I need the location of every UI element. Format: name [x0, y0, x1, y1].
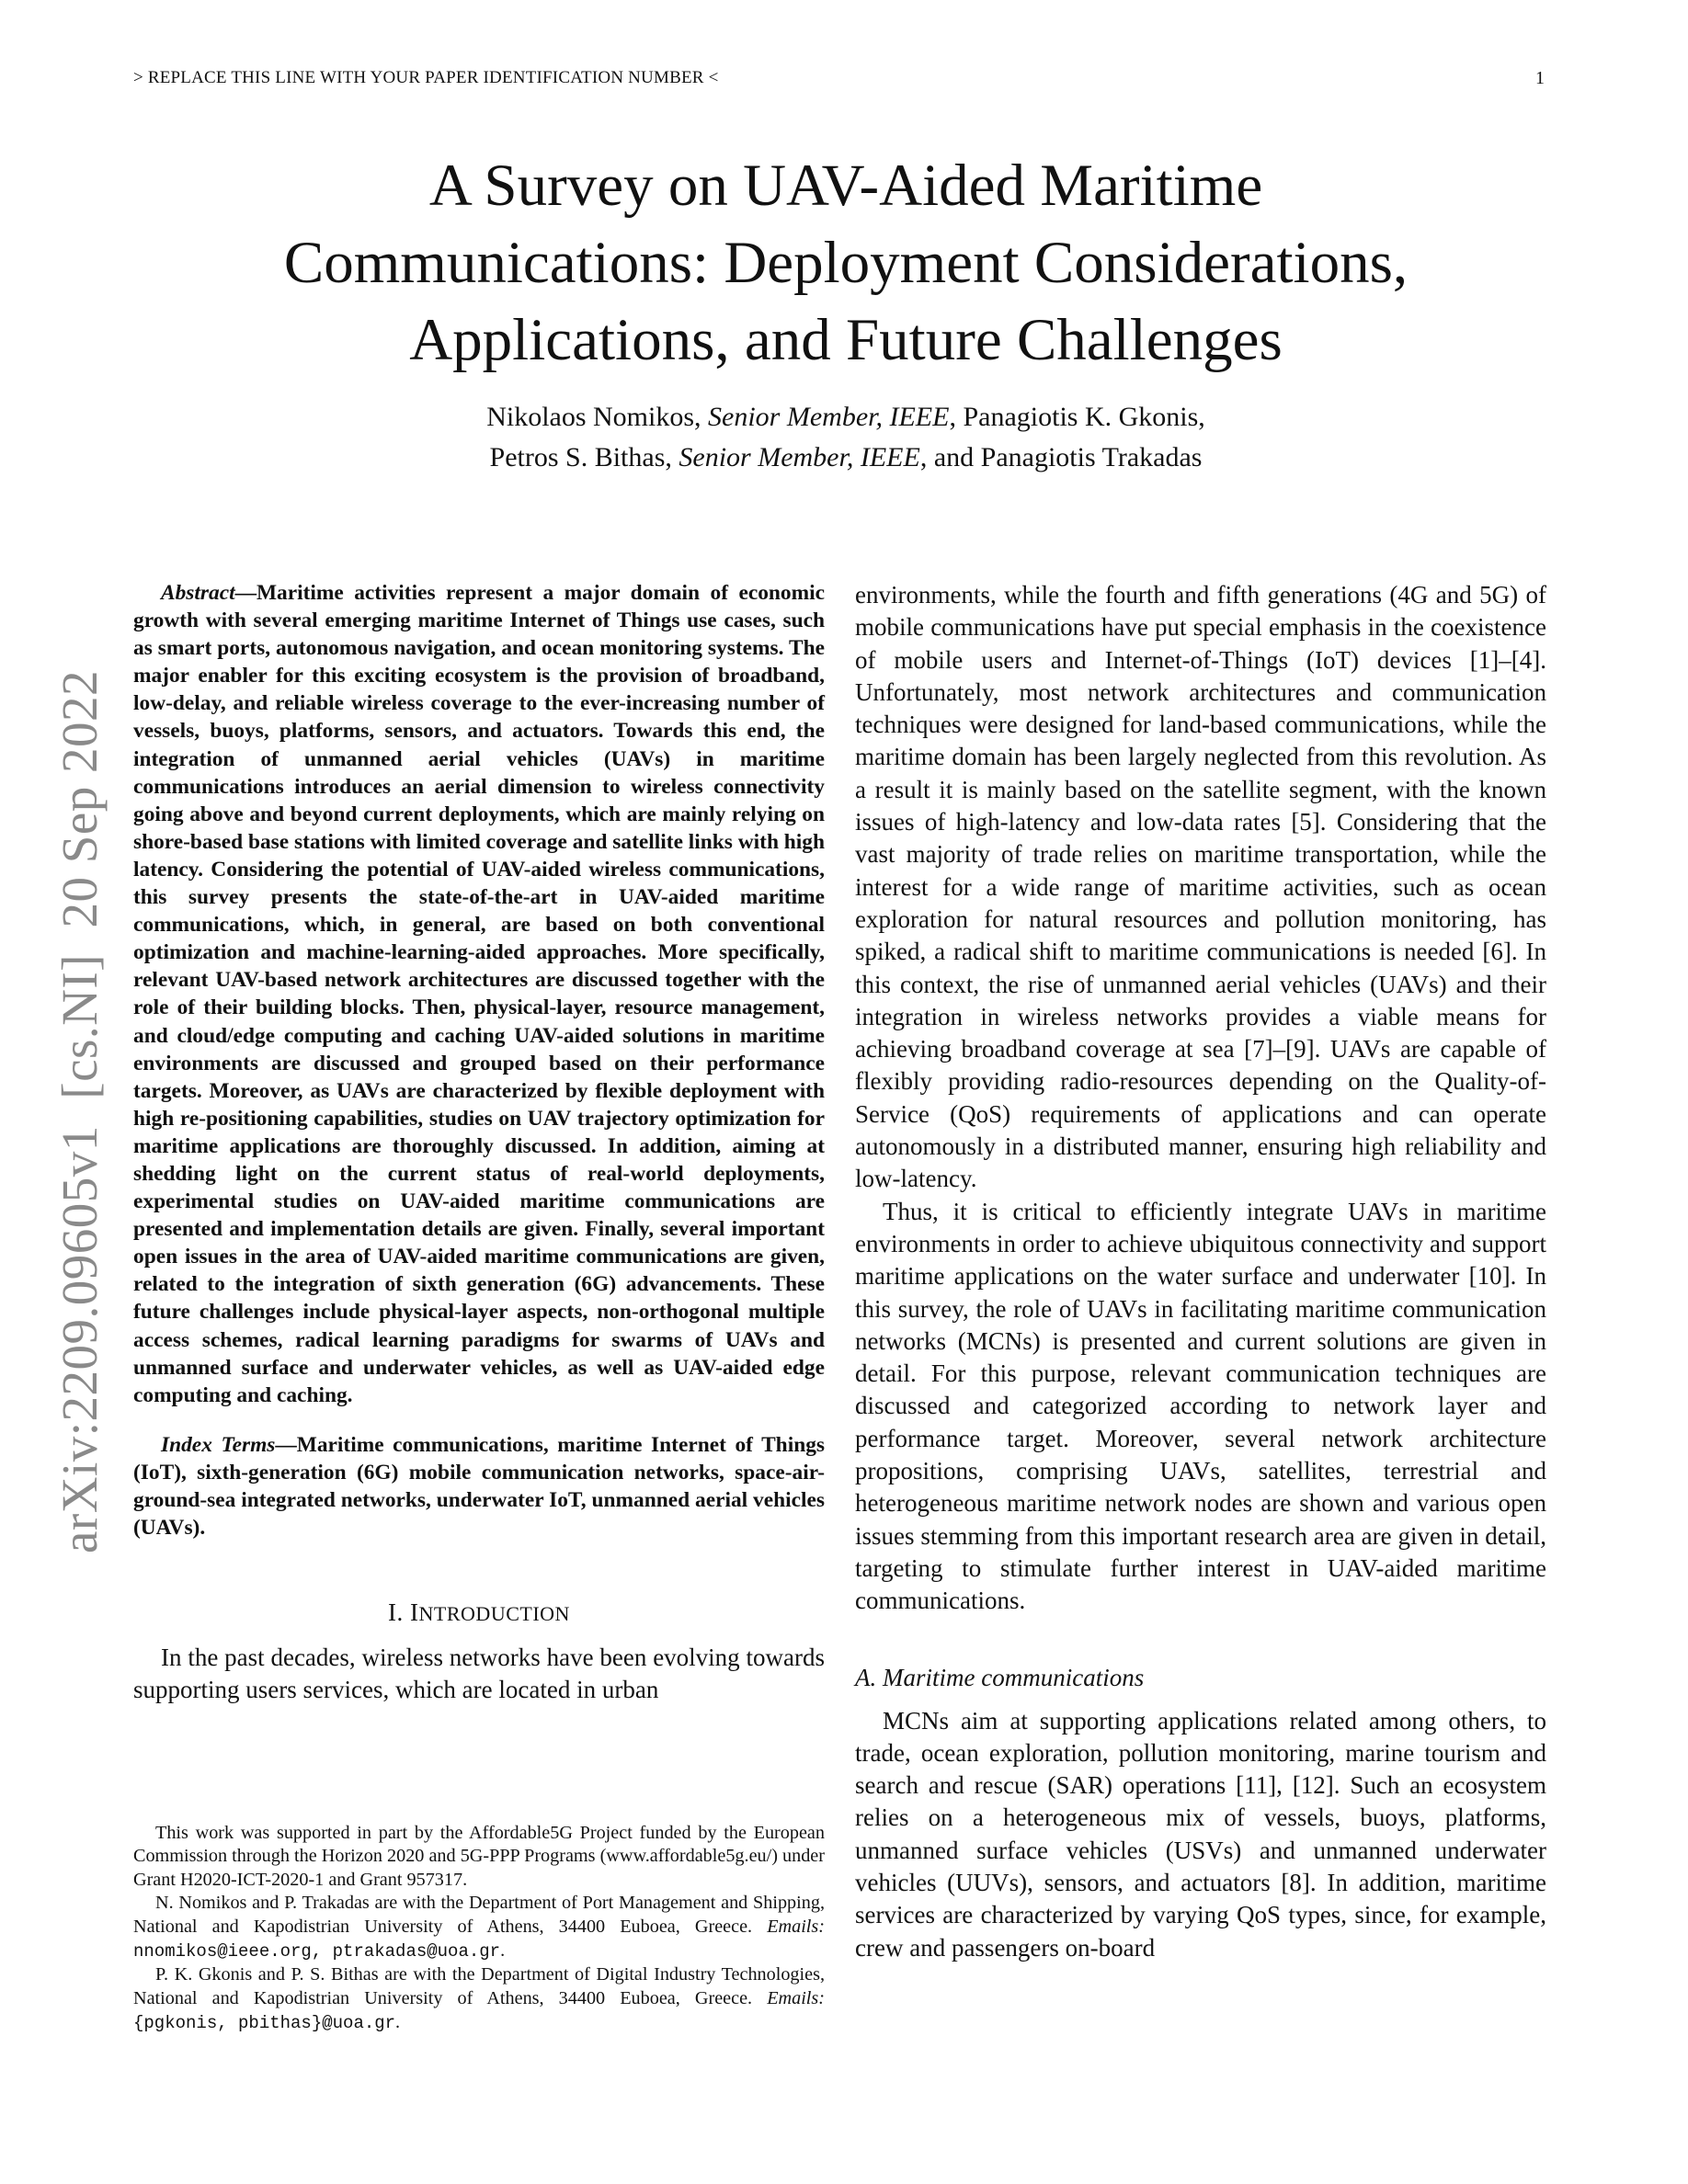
- footnote-affiliation-1: [133, 1892, 825, 1963]
- author-name: , and Panagiotis Trakadas: [919, 442, 1203, 472]
- section-heading-introduction: [133, 1598, 825, 1627]
- subsection-paragraph: MCNs aim at supporting applications related among others, to trade, ocean exploration, pollution monitoring, marine tourism and search and rescue (SAR) operations [11], [12]. Such an ecosystem relies on a heterogeneous mix of vessels, buoys, platforms, unmanned surface vehicles (USVs) and unmanned underwater vehicles (UUVs), sensors, and actuators [8]. In addition, maritime services are characterized by varying QoS types, since, for example, crew and passengers on-board: [855, 1706, 1546, 1962]
- author-name: Nikolaos Nomikos,: [486, 402, 709, 432]
- author-name: , Panagiotis K. Gkonis,: [949, 402, 1205, 432]
- running-head: > REPLACE THIS LINE WITH YOUR PAPER IDENTIFICATION NUMBER <: [133, 68, 719, 87]
- index-terms-text: —Maritime communications, maritime Internet of Things (IoT), sixth-generation (6G) mobile communication networks, space-air-ground-sea integrated networks, underwater IoT, unmanned aerial vehicles (UAVs).: [133, 1432, 825, 1541]
- paper-title: [147, 147, 1545, 379]
- footnote-text: P. K. Gkonis and P. S. Bithas are with the Department of Digital Industry Technologies, National and Kapodistrian University of Athens, 34400 Euboea, Greece.: [133, 1964, 825, 2008]
- subsection-heading-maritime: A. Maritime communications: [855, 1663, 1145, 1691]
- footnote-text: N. Nomikos and P. Trakadas are with the Department of Port Management and Shipping, National and Kapodistrian University of Athens, 34400 Euboea, Greece.: [133, 1893, 825, 1937]
- footnotes: [133, 1822, 825, 2036]
- footnote-funding: This work was supported in part by the Affordable5G Project funded by the European Commission through the Horizon 2020 and 5G-PPP Programs (www.affordable5g.eu/) under Grant H2020-ICT-2020-1 and Grant 957317.: [133, 1823, 825, 1890]
- abstract-text: —Maritime activities represent a major domain of economic growth with several emerging maritime Internet of Things use cases, such as smart ports, autonomous navigation, and ocean monitoring systems. The major enabler for this exciting ecosystem is the provision of broadband, low-delay, and reliable wireless coverage to the ever-increasing number of vessels, buoys, platforms, sensors, and actuators. Towards this end, the integration of unmanned aerial vehicles (UAVs) in maritime communications introduces an aerial dimension to wireless connectivity going above and beyond current deployments, which are mainly relying on shore-based base stations with limited coverage and satellite links with high latency. Considering the potential of UAV-aided wireless communications, this survey presents the state-of-the-art in UAV-aided maritime communications, which, in general, are based on both conventional optimization and machine-learning-aided approaches. More specifically, relevant UAV-based network architectures are discussed together with the role of their building blocks. Then, physical-layer, resource management, and cloud/edge computing and caching UAV-aided solutions in maritime environments are discussed and grouped based on their performance targets. Moreover, as UAVs are characterized by flexible deployment with high re-positioning capabilities, studies on UAV trajectory optimization for maritime applications are thoroughly discussed. In addition, aiming at shedding light on the current status of real-world deployments, experimental studies on UAV-aided maritime communications are presented and implementation details are given. Finally, several important open issues in the area of UAV-aided maritime communications are given, related to the integration of sixth generation (6G) advancements. These future challenges include physical-layer aspects, non-orthogonal multiple access schemes, radical learning paradigms for swarms of UAVs and unmanned surface and underwater vehicles, as well as UAV-aided edge computing and caching.: [133, 581, 826, 1407]
- email-label: Emails:: [767, 1987, 825, 2008]
- abstract-label: Abstract: [161, 581, 235, 605]
- author-role: Senior Member, IEEE: [679, 442, 920, 472]
- abstract: [133, 579, 825, 1409]
- section-numeral: I.: [388, 1598, 411, 1627]
- intro-paragraph-1-start: In the past decades, wireless networks have been evolving towards supporting users services, which are located in urban: [133, 1644, 825, 1704]
- author-name: Petros S. Bithas,: [489, 442, 679, 472]
- intro-paragraph-1-cont: environments, while the fourth and fifth generations (4G and 5G) of mobile communications have put special emphasis in the coexistence of mobile users and Internet-of-Things (IoT) devices [1]–[4]. Unfortunately, most network architectures and communication techniques were designed for land-based communications, while the maritime domain has been largely neglected from this revolution. As a result it is mainly based on the satellite segment, with the known issues of high-latency and low-data rates [5]. Considering that the vast majority of trade relies on maritime transportation, while the interest for a wide range of maritime activities, such as ocean exploration for natural resources and pollution monitoring, has spiked, a radical shift to maritime communications is needed [6]. In this context, the rise of unmanned aerial vehicles (UAVs) and their integration in wireless networks provides a viable means for achieving broadband coverage at sea [7]–[9]. UAVs are capable of flexibly providing radio-resources depending on the Quality-of-Service (QoS) requirements of applications and can operate autonomously in a distributed manner, ensuring high reliability and low-latency.: [855, 581, 1546, 1193]
- arxiv-stamp: arXiv:2209.09605v1 [cs.NI] 20 Sep 2022: [51, 670, 108, 1553]
- title-line-1: A Survey on UAV-Aided Maritime: [428, 153, 1263, 219]
- index-terms: [133, 1431, 825, 1541]
- title-line-2: Communications: Deployment Considerations,: [283, 230, 1409, 296]
- footnote-end: .: [500, 1940, 506, 1962]
- left-column: [133, 579, 825, 1707]
- footnote-end: .: [395, 2012, 401, 2033]
- author-line-2: [147, 438, 1545, 478]
- title-line-3: Applications, and Future Challenges: [409, 307, 1283, 373]
- email-label: Emails:: [767, 1916, 825, 1937]
- section-title-initial: I: [410, 1598, 419, 1627]
- section-title-rest: NTRODUCTION: [418, 1602, 570, 1626]
- email-addresses: {pgkonis, pbithas}@uoa.gr: [133, 2013, 396, 2034]
- author-list: [147, 397, 1545, 478]
- footnote-affiliation-2: [133, 1963, 825, 2035]
- author-role: Senior Member, IEEE: [708, 402, 950, 432]
- author-line-1: [147, 397, 1545, 438]
- email-addresses: nnomikos@ieee.org, ptrakadas@uoa.gr: [133, 1941, 501, 1962]
- index-terms-label: Index Terms: [161, 1432, 276, 1457]
- right-column: [855, 579, 1546, 1964]
- intro-paragraph-2: Thus, it is critical to efficiently integrate UAVs in maritime environments in order to achieve ubiquitous connectivity and support maritime applications on the water surface and underwater [10]. In this survey, the role of UAVs in facilitating maritime communication networks (MCNs) is presented and current solutions are given in detail. For this purpose, relevant communication techniques are discussed and categorized according to network layer and performance target. Moreover, several network architecture propositions, comprising UAVs, satellites, terrestrial and heterogeneous maritime network nodes are shown and various open issues stemming from this important research area are given in detail, targeting to stimulate further interest in UAV-aided maritime communications.: [855, 1197, 1546, 1615]
- page-number: 1: [1535, 68, 1545, 88]
